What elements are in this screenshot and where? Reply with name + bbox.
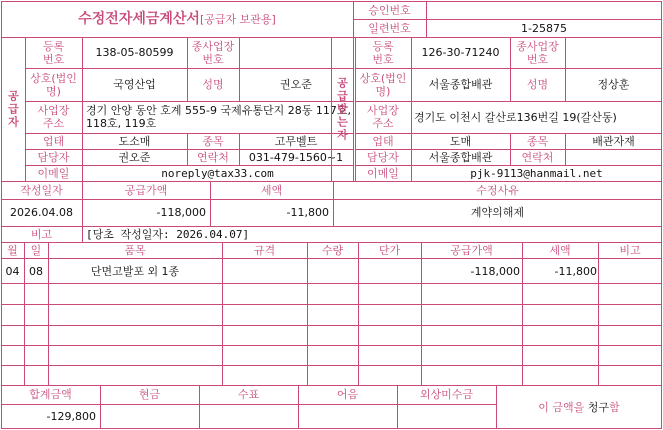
date-label: 작성일자 [20, 183, 63, 197]
date-value: 2026.04.08 [10, 206, 73, 219]
buyer-branch-label: 종사업장번호 [516, 39, 559, 66]
total-value: -129,800 [46, 410, 96, 423]
supplier-side-label: 공급자 [6, 89, 20, 129]
serial-value: 1-25875 [521, 21, 567, 35]
col-month: 월 [7, 243, 18, 257]
approval-label: 승인번호 [368, 3, 411, 17]
table-row-spec [222, 263, 307, 279]
col-unit-price: 단가 [378, 243, 401, 257]
supplier-item-label: 종목 [202, 134, 224, 148]
buyer-name-label: 상호(법인명) [359, 71, 407, 98]
buyer-reg-no: 126-30-71240 [421, 46, 500, 59]
note-value: [당초 작성일자: 2026.04.07] [86, 227, 250, 241]
supplier-biz-type-label: 업태 [42, 134, 65, 148]
buyer-name: 서울종합배관 [428, 78, 493, 91]
tax-label: 세액 [260, 183, 283, 197]
claim-prefix: 이 금액을 [538, 400, 585, 414]
buyer-email[interactable]: pjk-9113@hanmail.net [470, 166, 603, 180]
bill-value [298, 404, 397, 429]
col-item-name: 품목 [124, 243, 146, 257]
buyer-side-label: 공급받는자 [335, 76, 349, 142]
buyer-branch [565, 37, 662, 68]
supplier-branch-label: 종사업장번호 [191, 39, 235, 66]
table-row-note [598, 263, 662, 279]
supplier-item: 고무벨트 [274, 134, 318, 148]
supplier-manager: 권오준 [118, 150, 151, 164]
total-label: 합계금액 [29, 388, 72, 401]
bill-label: 어음 [336, 388, 359, 401]
credit-label: 외상미수금 [419, 388, 474, 401]
table-row-supply: -118,000 [470, 264, 520, 278]
col-note: 비고 [619, 243, 641, 257]
buyer-biz-type: 도매 [449, 134, 472, 148]
table-row-month: 04 [5, 264, 20, 278]
tax-value: -11,800 [286, 206, 329, 219]
table-row-item-name: 단면고발포 외 1종 [90, 264, 180, 278]
claim-statement [496, 385, 662, 429]
buyer-item: 배관자재 [592, 134, 635, 148]
supplier-email[interactable]: noreply@tax33.com [161, 166, 274, 180]
supplier-contact: 031-479-1560~1 [248, 150, 344, 164]
buyer-addr: 경기도 이천시 갈산로136번길 19(갈산동) [414, 110, 617, 124]
claim-suffix: 함 [609, 400, 620, 414]
supplier-reg-no: 138-05-80599 [95, 46, 174, 59]
supplier-name: 국영산업 [113, 78, 156, 91]
table-row-unit-price [358, 263, 421, 279]
col-day: 일 [30, 243, 42, 257]
buyer-manager-label: 담당자 [367, 150, 399, 164]
buyer-addr-label: 사업장주소 [367, 104, 399, 130]
check-value [199, 404, 298, 429]
buyer-email-label: 이메일 [367, 166, 399, 180]
col-qty: 수량 [321, 243, 344, 257]
buyer-contact-label: 연락처 [521, 150, 554, 164]
supplier-rep-label: 성명 [202, 78, 224, 91]
cash-label: 현금 [138, 388, 161, 401]
claim-word: 청구 [587, 400, 610, 414]
buyer-rep: 정상훈 [597, 78, 630, 91]
buyer-biz-type-label: 업태 [372, 134, 394, 148]
serial-label: 일련번호 [368, 21, 411, 35]
supplier-biz-type: 도소매 [118, 134, 151, 148]
col-tax: 세액 [549, 243, 571, 257]
buyer-manager: 서울종합배관 [428, 150, 493, 164]
supplier-manager-label: 담당자 [37, 150, 70, 164]
approval-value [426, 1, 662, 19]
supply-value: -118,000 [156, 206, 206, 219]
buyer-contact [565, 149, 662, 165]
buyer-reg-no-label: 등록번호 [372, 39, 394, 66]
supplier-contact-label: 연락처 [197, 150, 229, 164]
buyer-item-label: 종목 [526, 134, 549, 148]
credit-value [397, 404, 496, 429]
supplier-rep: 권오준 [280, 78, 312, 91]
supplier-addr: 경기 안양 동안 호계 555-9 국제유통단지 28동 117호, 118호, 119호 [86, 104, 351, 130]
cash-value [100, 404, 199, 429]
supplier-name-label: 상호(법인명) [30, 71, 77, 98]
note-label: 비고 [30, 227, 53, 241]
supplier-email-label: 이메일 [37, 166, 70, 180]
reason-value: 계약의해제 [470, 206, 525, 219]
supply-label: 공급가액 [124, 183, 168, 197]
table-row-tax: -11,800 [554, 264, 597, 278]
reason-label: 수정사유 [476, 183, 519, 197]
table-row-qty [307, 263, 358, 279]
supplier-reg-no-label: 등록번호 [42, 39, 65, 66]
check-label: 수표 [237, 388, 260, 401]
supplier-addr-label: 사업장주소 [37, 104, 70, 130]
invoice-title: 수정전자세금계산서 [공급자 보관용] [78, 10, 276, 27]
col-supply: 공급가액 [450, 243, 493, 257]
table-row-day: 08 [29, 264, 43, 278]
col-spec: 규격 [253, 243, 276, 257]
buyer-rep-label: 성명 [526, 78, 549, 91]
